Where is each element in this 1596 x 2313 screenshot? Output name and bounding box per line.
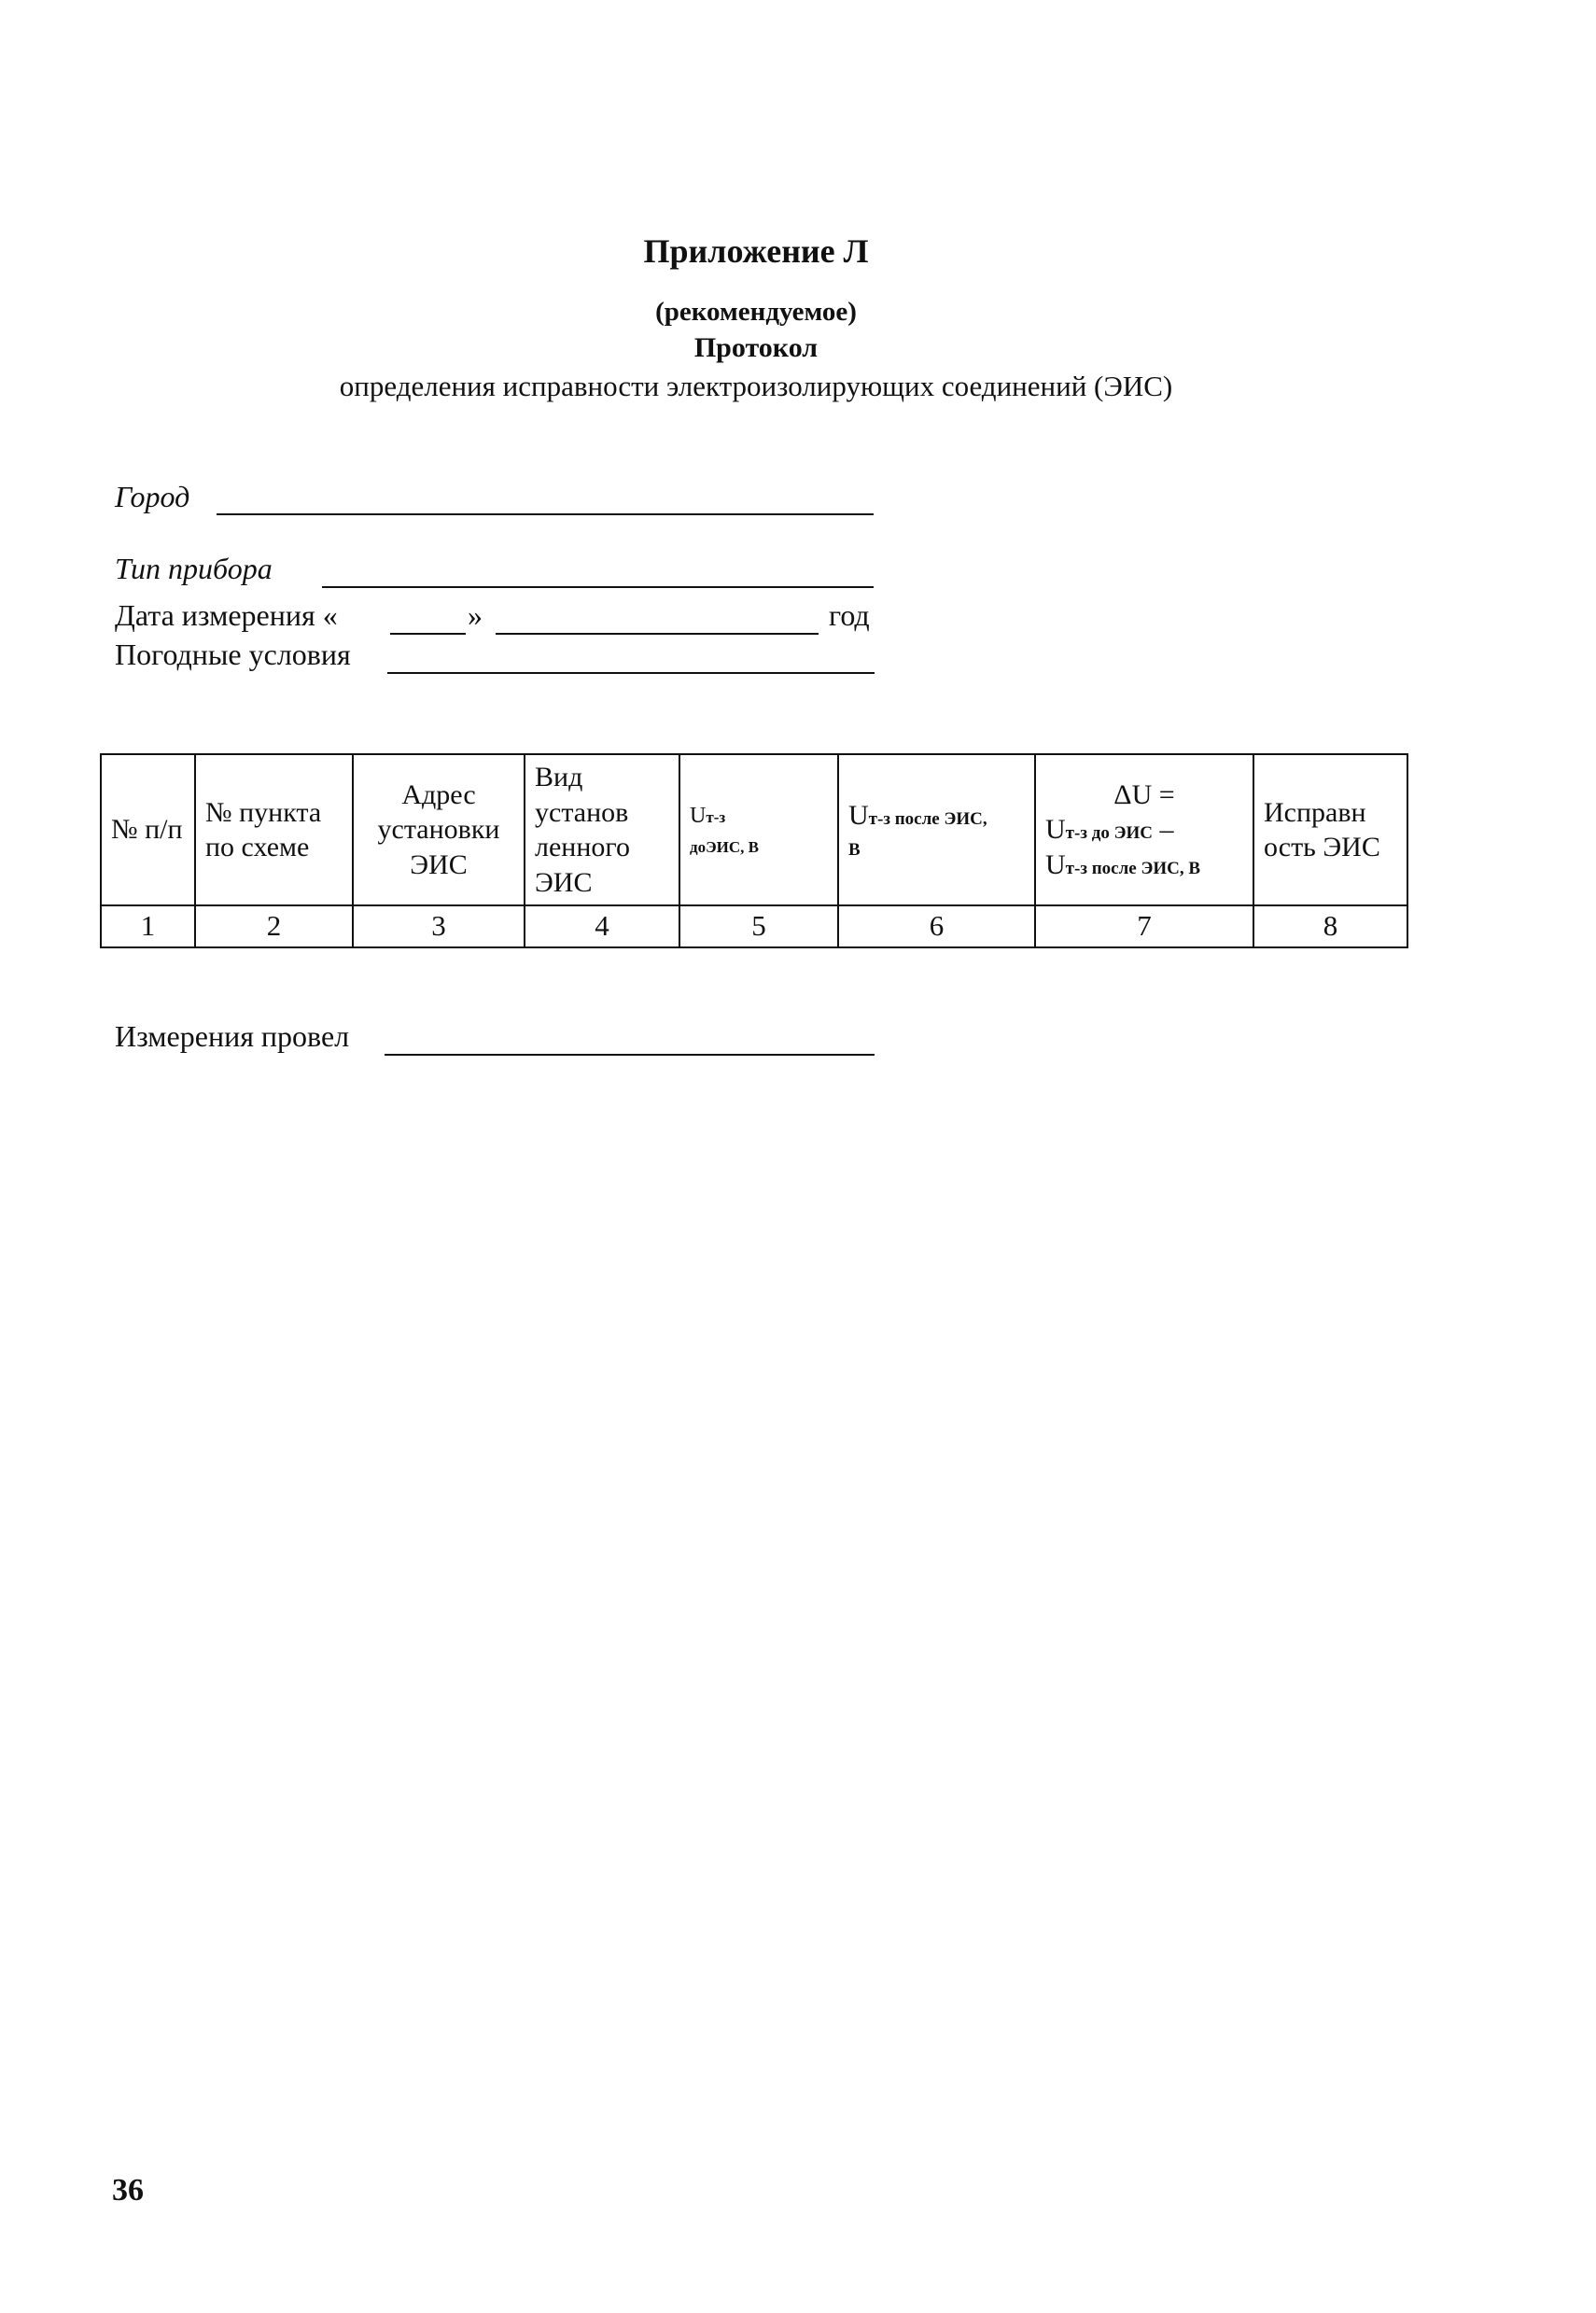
date-year-suffix [829, 598, 870, 633]
column-number-6: 6 [838, 905, 1035, 947]
date-label: Дата измерения « [115, 598, 338, 632]
delta-u-first-subscript: т-з до ЭИС [1065, 823, 1153, 844]
city-field [115, 480, 189, 514]
header-cell-address: Адрес установки ЭИС [353, 754, 525, 905]
column-number-4: 4 [525, 905, 679, 947]
protocol-title: Протокол [693, 332, 819, 363]
header-cell-delta-u [1035, 754, 1253, 905]
date-close-quote-text: » [468, 598, 483, 632]
performed-by-input-line[interactable] [385, 1024, 875, 1056]
device-input-line[interactable] [322, 556, 874, 588]
header-cell-u-before [679, 754, 838, 905]
delta-u-second-subscript: т-з после ЭИС, В [1065, 858, 1200, 878]
date-day-line[interactable] [390, 603, 466, 635]
protocol-subject: определения исправности электроизолирующих соединений (ЭИС) [339, 370, 1173, 402]
column-number-3: 3 [353, 905, 525, 947]
header-cell-type: Вид установ ленного ЭИС [525, 754, 679, 905]
header-cell-status: Исправн ость ЭИС [1253, 754, 1407, 905]
u-after-tail: В [848, 839, 861, 860]
u-before-subscript: т-з [706, 808, 726, 827]
table-header-row [101, 754, 1407, 905]
appendix-status: (рекомендуемое) [655, 297, 857, 327]
header-cell-point: № пункта по схеме [195, 754, 353, 905]
u-after-symbol: U [848, 800, 869, 832]
u-before-symbol: U [690, 804, 707, 829]
column-number-2: 2 [195, 905, 353, 947]
delta-u-formula: ΔU = [1113, 778, 1175, 810]
date-year-text: год [829, 598, 870, 632]
device-field [115, 552, 273, 586]
appendix-title: Приложение Л [643, 232, 869, 270]
page-number: 36 [112, 2173, 144, 2208]
city-label: Город [115, 480, 190, 513]
header-cell-number: № п/п [101, 754, 195, 905]
delta-u-second-symbol: U [1045, 848, 1066, 880]
header-cell-u-after [838, 754, 1035, 905]
u-before-tail: доЭИС, В [690, 838, 759, 857]
performed-by-field [115, 1019, 349, 1054]
column-number-8: 8 [1253, 905, 1407, 947]
delta-u-first-symbol: U [1045, 814, 1066, 846]
device-label: Тип прибора [115, 552, 273, 585]
date-month-line[interactable] [496, 603, 819, 635]
weather-input-line[interactable] [387, 642, 875, 674]
column-number-1: 1 [101, 905, 195, 947]
table-number-row [101, 905, 1407, 947]
measurement-table [100, 753, 1408, 948]
u-after-subscript: т-з после ЭИС, [868, 809, 987, 830]
date-close-quote [468, 598, 483, 633]
performed-by-label: Измерения провел [115, 1019, 350, 1053]
column-number-7: 7 [1035, 905, 1253, 947]
weather-field [115, 638, 351, 672]
delta-u-minus: – [1159, 814, 1174, 846]
date-field [115, 598, 338, 633]
city-input-line[interactable] [217, 484, 874, 515]
weather-label: Погодные условия [115, 638, 351, 671]
column-number-5: 5 [679, 905, 838, 947]
